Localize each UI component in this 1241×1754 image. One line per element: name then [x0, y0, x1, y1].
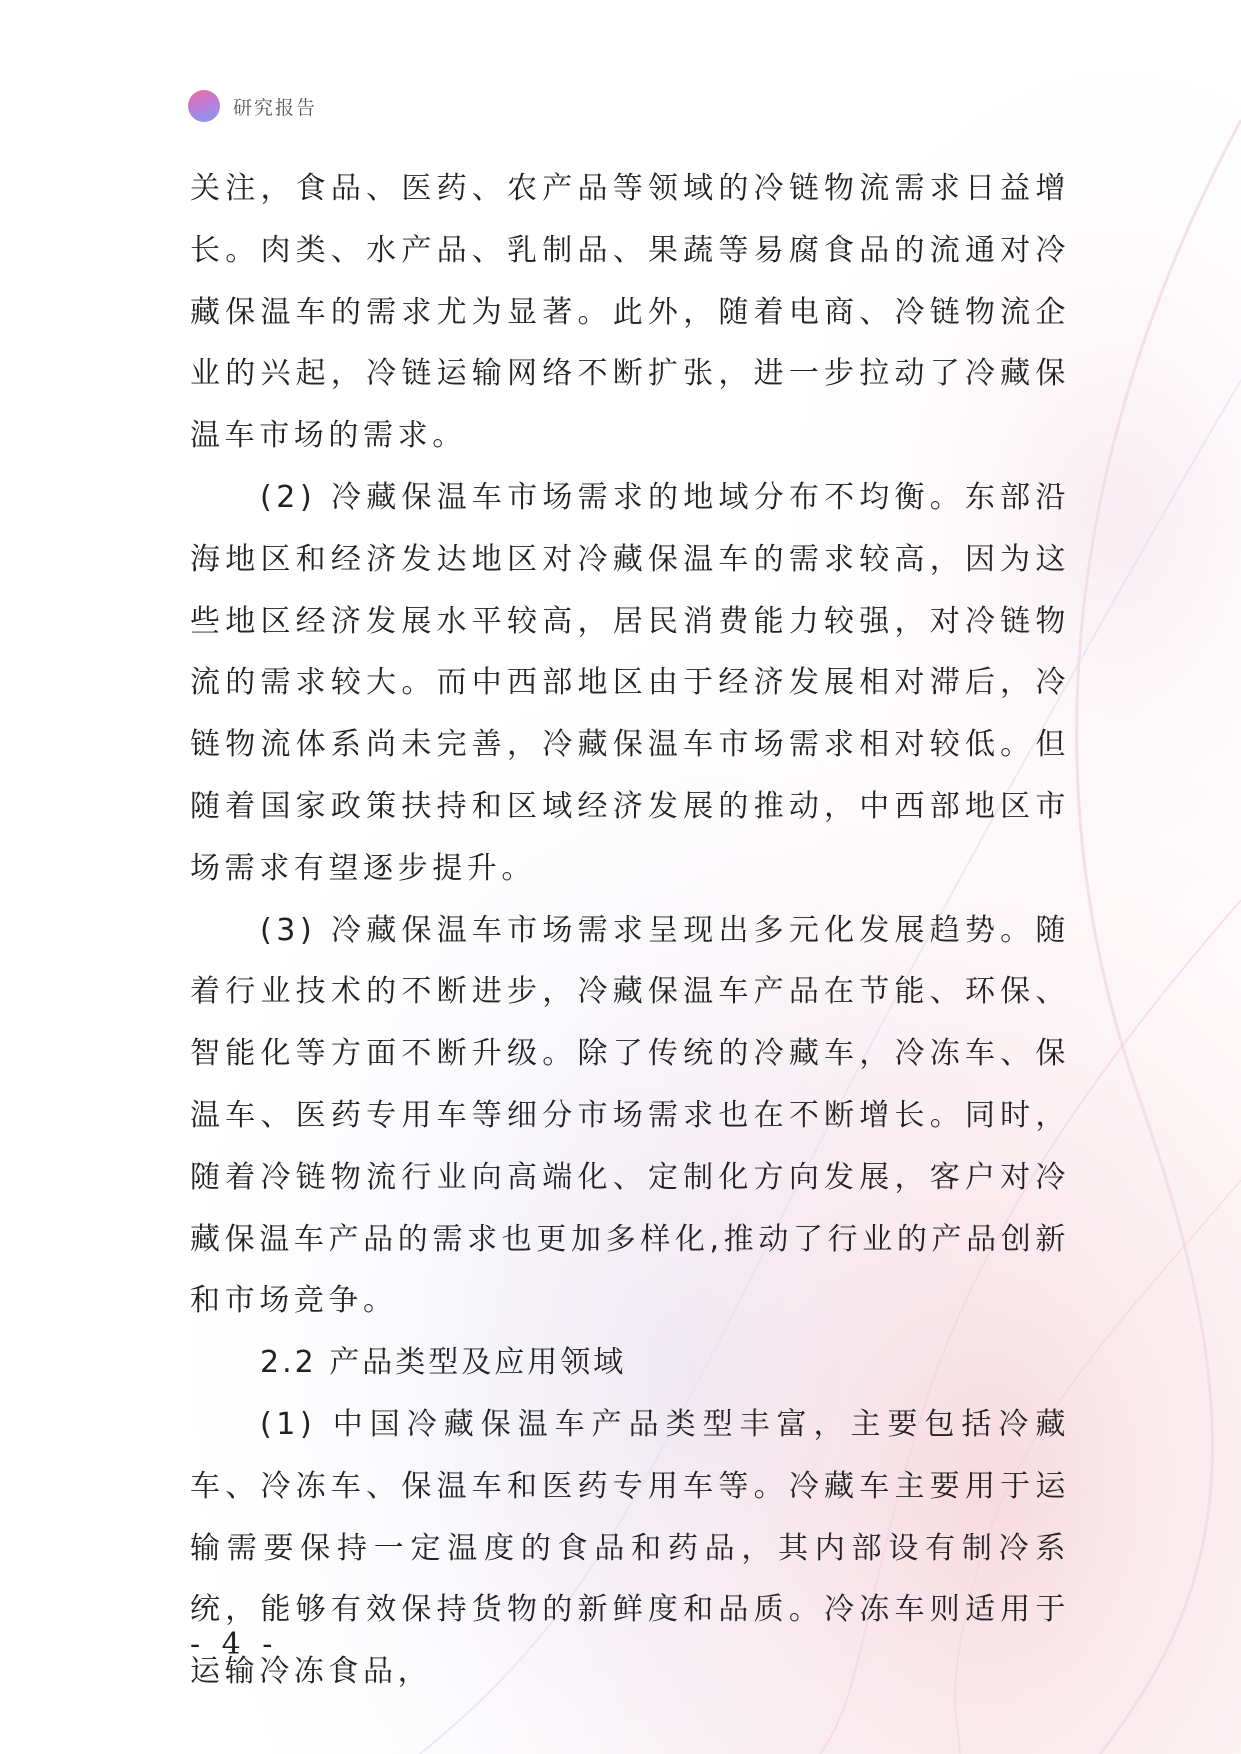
document-body — [190, 158, 1070, 1703]
paragraph-2: (2) 冷藏保温车市场需求的地域分布不均衡。东部沿海地区和经济发达地区对冷藏保温车的需求较高，因为这些地区经济发展水平较高，居民消费能力较强，对冷链物流的需求较大。而中西部地区由于经济发展相对滞后，冷链物流体系尚未完善，冷藏保温车市场需求相对较低。但随着国家政策扶持和区域经济发展的推动，中西部地区市场需求有望逐步提升。 — [190, 479, 1070, 886]
paragraph-3: (3) 冷藏保温车市场需求呈现出多元化发展趋势。随着行业技术的不断进步，冷藏保温车产品在节能、环保、智能化等方面不断升级。除了传统的冷藏车，冷冻车、保温车、医药专用车等细分市场需求也在不断增长。同时，随着冷链物流行业向高端化、定制化方向发展，客户对冷藏保温车产品的需求也更加多样化,推动了行业的产品创新和市场竞争。 — [190, 912, 1070, 1319]
paragraph-section-1: (1) 中国冷藏保温车产品类型丰富，主要包括冷藏车、冷冻车、保温车和医药专用车等。冷藏车主要用于运输需要保持一定温度的食品和药品，其内部设有制冷系统，能够有效保持货物的新鲜度和品质。冷冻车则适用于运输冷冻食品， — [190, 1406, 1070, 1690]
section-heading: 2.2 产品类型及应用领域 — [260, 1345, 627, 1381]
report-header — [188, 88, 317, 124]
header-label: 研究报告 — [233, 96, 318, 119]
logo-circle-icon — [188, 90, 220, 122]
page-number: - 4 - — [190, 1627, 279, 1662]
paragraph-intro: 关注，食品、医药、农产品等领域的冷链物流需求日益增长。肉类、水产品、乳制品、果蔬等易腐食品的流通对冷藏保温车的需求尤为显著。此外，随着电商、冷链物流企业的兴起，冷链运输网络不断扩张，进一步拉动了冷藏保温车市场的需求。 — [190, 171, 1070, 454]
